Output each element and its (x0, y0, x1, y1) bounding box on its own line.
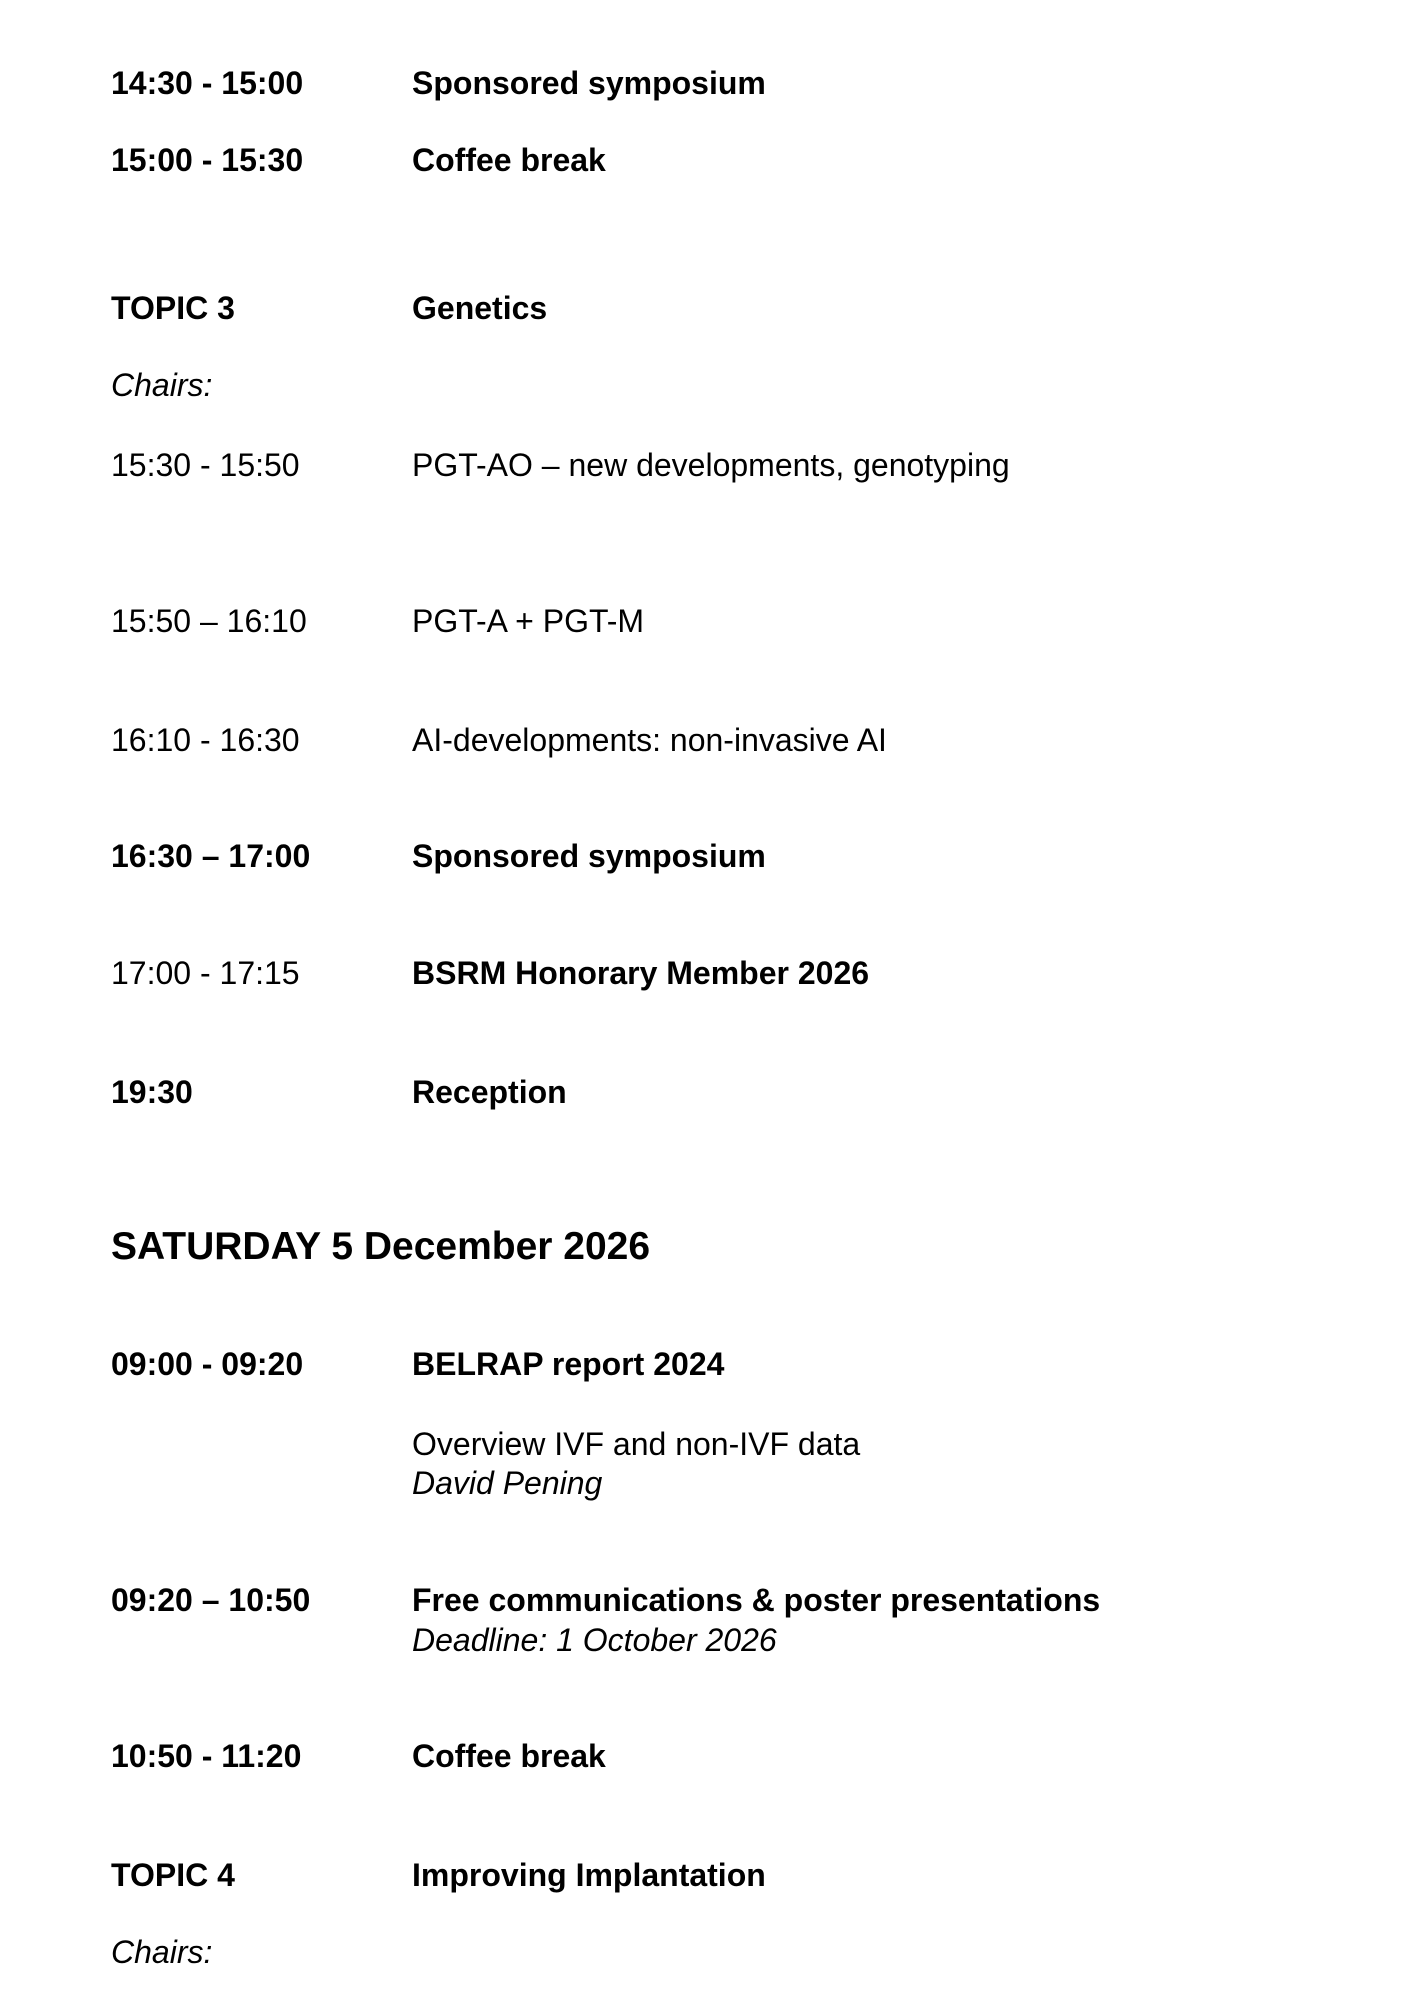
session-title: Coffee break (412, 1738, 606, 1774)
session-time: 10:50 - 11:20 (111, 1738, 302, 1774)
schedule-row (0, 445, 1410, 485)
topic-row (0, 1855, 1410, 1895)
schedule-row (0, 953, 1410, 993)
chairs-row (0, 365, 1410, 405)
session-title: Sponsored symposium (412, 838, 766, 874)
session-title: Coffee break (412, 142, 606, 178)
session-time: 14:30 - 15:00 (111, 65, 304, 101)
schedule-row (0, 836, 1410, 876)
session-title: Reception (412, 1074, 567, 1110)
session-time: 16:10 - 16:30 (111, 722, 300, 758)
schedule-row (0, 1736, 1410, 1776)
session-deadline: Deadline: 1 October 2026 (412, 1622, 777, 1658)
day-heading-row (0, 1223, 1410, 1271)
chairs-row (0, 1932, 1410, 1972)
session-time: 09:00 - 09:20 (111, 1346, 304, 1382)
session-title: AI-developments: non-invasive AI (412, 722, 887, 758)
session-time: 15:00 - 15:30 (111, 142, 304, 178)
session-title: Free communications & poster presentations (412, 1582, 1101, 1618)
session-time: 16:30 – 17:00 (111, 838, 311, 874)
session-title: BELRAP report 2024 (412, 1346, 725, 1382)
session-title: PGT-A + PGT-M (412, 603, 645, 639)
session-time: 19:30 (111, 1074, 193, 1110)
schedule-row (0, 1580, 1410, 1660)
session-time: 15:50 – 16:10 (111, 603, 307, 639)
topic-label: TOPIC 3 (111, 290, 235, 326)
session-title: PGT-AO – new developments, genotyping (412, 447, 1010, 483)
session-time: 15:30 - 15:50 (111, 447, 300, 483)
schedule-row (0, 63, 1410, 103)
topic-row (0, 288, 1410, 328)
session-time: 09:20 – 10:50 (111, 1582, 311, 1618)
chairs-label: Chairs: (111, 367, 213, 403)
schedule-row (0, 1344, 1410, 1384)
session-description: Overview IVF and non-IVF data (412, 1426, 861, 1462)
schedule-row (0, 140, 1410, 180)
speaker-name: David Pening (412, 1465, 603, 1501)
session-time: 17:00 - 17:15 (111, 955, 300, 991)
schedule-row (0, 720, 1410, 760)
topic-title: Improving Implantation (412, 1857, 766, 1893)
topic-label: TOPIC 4 (111, 1857, 235, 1893)
session-detail (0, 1424, 1410, 1504)
topic-title: Genetics (412, 290, 548, 326)
session-title: BSRM Honorary Member 2026 (412, 955, 870, 991)
schedule-row (0, 601, 1410, 641)
session-title: Sponsored symposium (412, 65, 766, 101)
schedule-row (0, 1072, 1410, 1112)
chairs-label: Chairs: (111, 1934, 213, 1970)
day-heading: SATURDAY 5 December 2026 (111, 1225, 651, 1268)
